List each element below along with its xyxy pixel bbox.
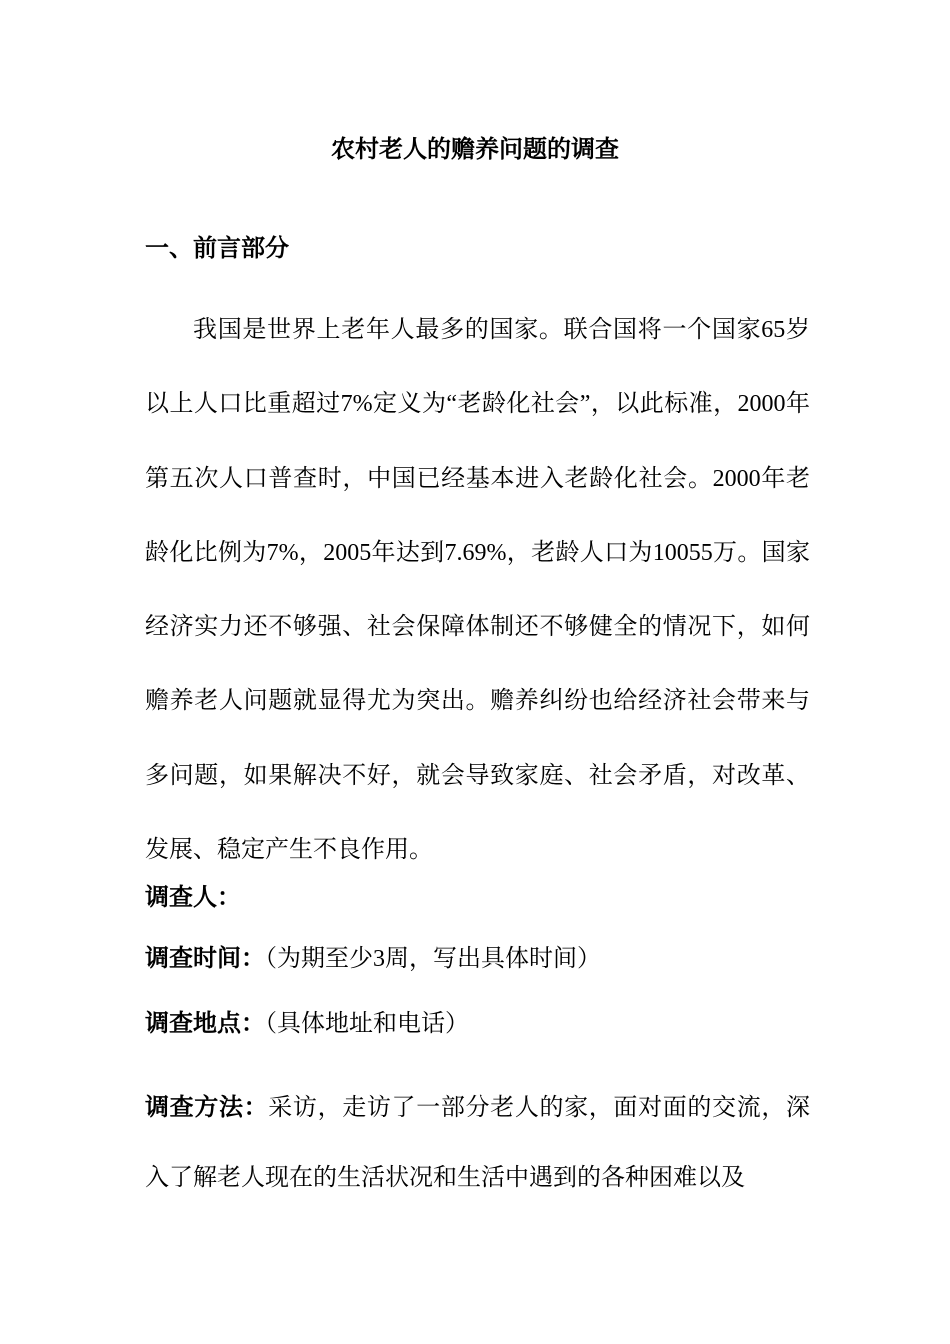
survey-location-field	[145, 1007, 810, 1041]
intro-paragraph: 我国是世界上老年人最多的国家。联合国将一个国家65岁以上人口比重超过7%定义为“老龄化社会”，以此标准，2000年第五次人口普查时，中国已经基本进入老龄化社会。2000年老龄化比例为7%，2005年达到7.69%，老龄人口为10055万。国家经济实力还不够强、社会保障体制还不够健全的情况下，如何赡养老人问题就显得尤为突出。赡养纠纷也给经济社会带来与多问题，如果解决不好，就会导致家庭、社会矛盾，对改革、发展、稳定产生不良作用。	[145, 317, 810, 864]
survey-location-value: （具体地址和电话）	[265, 1011, 469, 1037]
investigator-label: 调查人：	[145, 885, 241, 911]
survey-location-label: 调查地点：	[145, 1011, 265, 1037]
survey-method-paragraph	[145, 1073, 810, 1213]
document-title: 农村老人的赡养问题的调查	[331, 137, 619, 163]
investigator-field	[145, 881, 810, 915]
survey-time-label: 调查时间：	[145, 946, 265, 972]
survey-method-value: 采访，走访了一部分老人的家，面对面的交流，深入了解老人现在的生活状况和生活中遇到的各种困难以及	[145, 1095, 811, 1191]
section-heading-preface: 一、前言部分	[145, 236, 289, 262]
survey-time-value: （为期至少3周，写出具体时间）	[265, 946, 601, 972]
survey-time-field	[145, 942, 810, 976]
survey-method-label: 调查方法：	[145, 1095, 269, 1121]
